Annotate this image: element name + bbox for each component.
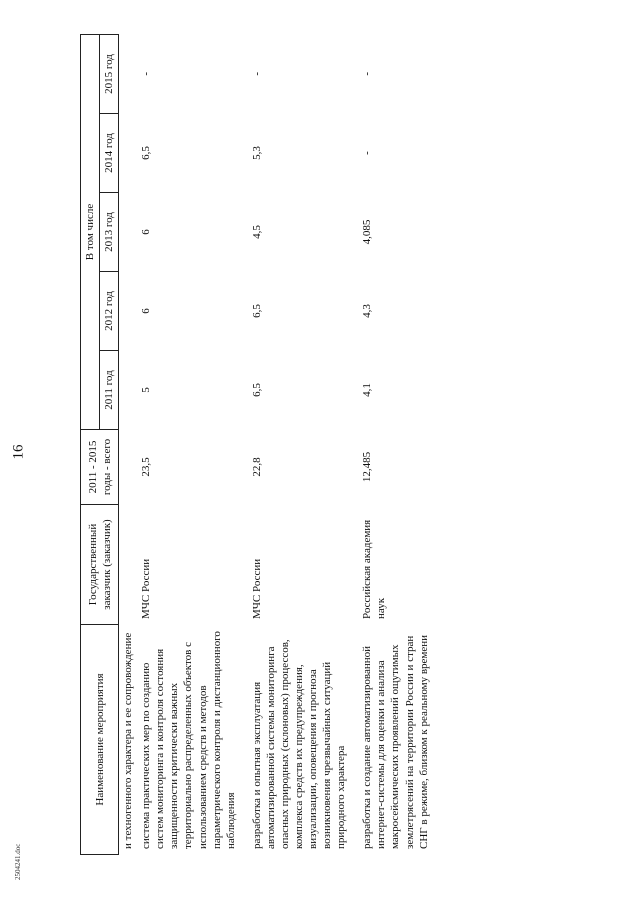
header-customer: Государственный заказчик (заказчик) <box>81 505 119 625</box>
year-value: 6 <box>140 308 153 314</box>
table-row <box>350 34 432 854</box>
year-value <box>119 193 138 272</box>
rotated-page <box>80 35 600 855</box>
total-value <box>119 430 138 505</box>
activity-name: разработка и создание автоматизированной интернет-системы для оценки и анализа макросейсмических проявлений ощутимых землетрясений на территории России и стран СНГ в режиме, близком к реальному времени <box>361 634 430 849</box>
year-value: - <box>250 71 263 76</box>
year-value: 5 <box>140 387 153 393</box>
year-value: 5,3 <box>250 146 263 160</box>
activity-name: и техногенного характера и ее сопровождение <box>122 632 135 849</box>
year-value: 6,5 <box>250 383 263 397</box>
year-value: 4,085 <box>361 219 374 245</box>
customer <box>119 505 138 625</box>
table-row <box>119 34 138 854</box>
customer: МЧС России <box>140 558 153 619</box>
header-year: 2014 год <box>100 114 119 193</box>
table-row <box>240 34 351 854</box>
customer: Российская академия наук <box>361 519 388 619</box>
header-year: 2011 год <box>100 351 119 430</box>
customer: МЧС России <box>250 558 263 619</box>
table-row <box>137 34 240 854</box>
year-value <box>119 351 138 430</box>
year-value: 4,1 <box>361 383 374 397</box>
header-name: Наименование мероприятия <box>81 625 119 855</box>
total-value: 22,8 <box>250 457 263 477</box>
total-value: 12,485 <box>361 451 374 483</box>
total-value: 23,5 <box>140 457 153 477</box>
header-year: 2013 год <box>100 193 119 272</box>
year-value: 6 <box>140 229 153 235</box>
page-number: 16 <box>10 444 27 460</box>
header-year: 2015 год <box>100 34 119 113</box>
year-value: 4,3 <box>361 304 374 318</box>
header-total: 2011 - 2015 годы - всего <box>81 430 119 505</box>
footer-code: 2504241.doc <box>14 843 22 880</box>
year-value: - <box>361 151 374 155</box>
year-value: 6,5 <box>250 304 263 318</box>
year-value: - <box>361 71 374 76</box>
header-including: В том числе <box>81 34 100 429</box>
year-value <box>119 272 138 351</box>
year-value <box>119 114 138 193</box>
activity-name: система практических мер по созданию систем мониторинга и контроля состояния защищенности критически важных территориально распределенных объектов с использованием средств и методов параметрического контроля и дистанционного наблюдения <box>140 631 237 849</box>
header-year: 2012 год <box>100 272 119 351</box>
activities-table <box>80 34 433 855</box>
year-value <box>119 34 138 113</box>
year-value: 6,5 <box>140 146 153 160</box>
activity-name: разработка и опытная эксплуатация автоматизированной системы мониторинга опасных природных (склоновых) процессов, комплекса средств их предупреждения, визуализации, оповещения и прогноза возникновения чрезвычайных ситуаций природного характера <box>250 639 348 849</box>
year-value: 4,5 <box>250 225 263 239</box>
year-value: - <box>140 71 153 76</box>
